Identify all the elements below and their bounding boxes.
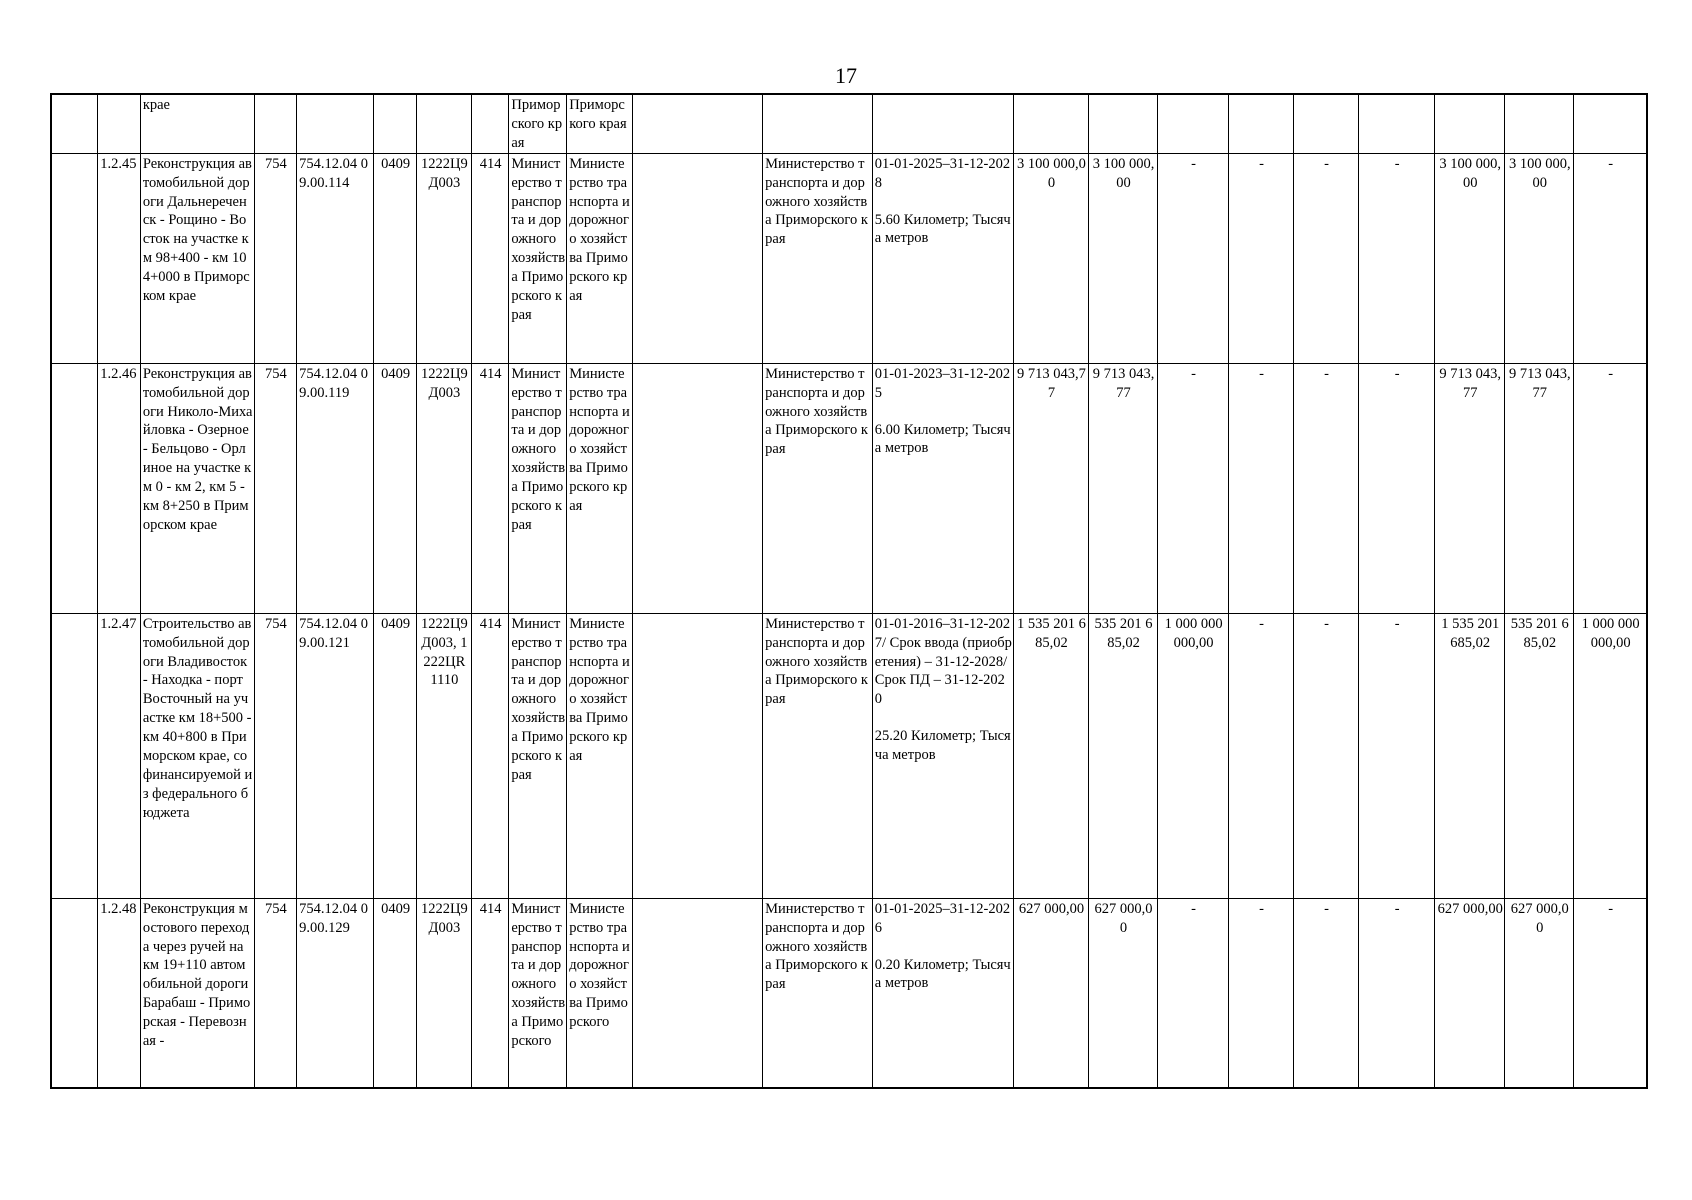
capacity: 0.20 Километр; Тысяча метров	[874, 956, 1011, 992]
ministry: Министерство транспорта и дорожного хозяйства Приморского края	[763, 613, 873, 898]
target-code: 1222Ц9 Д003	[416, 153, 471, 363]
year-4: -	[1294, 363, 1359, 613]
table-row	[51, 898, 1647, 1088]
total-4: -	[1574, 363, 1647, 613]
year-2: -	[1158, 153, 1229, 363]
target-code: 1222Ц9 Д003	[416, 898, 471, 1088]
year-3: -	[1229, 898, 1294, 1088]
section-code: 0409	[374, 363, 417, 613]
year-3: -	[1229, 153, 1294, 363]
total-cost: 3 100 000,00	[1013, 153, 1088, 363]
total-3: 535 201 685,02	[1505, 613, 1574, 898]
total-2: 9 713 043,77	[1435, 363, 1505, 613]
period-and-capacity	[872, 153, 1013, 363]
year-2: 1 000 000 000,00	[1158, 613, 1229, 898]
cell-blank	[51, 94, 98, 153]
cell-num	[98, 94, 141, 153]
object-name: Реконструкция мостового перехода через ручей на км 19+110 автомобильной дороги Барабаш - Приморская - Перевозная -	[140, 898, 254, 1088]
year-5: -	[1359, 153, 1435, 363]
target-code: 1222Ц9 Д003	[416, 363, 471, 613]
grbs-code: 754	[254, 363, 297, 613]
page-number: 17	[835, 63, 857, 88]
cell-executor: Приморского края	[567, 94, 633, 153]
total-4: -	[1574, 898, 1647, 1088]
object-name: Реконструкция автомобильной дороги Николо-Михайловка - Озерное - Бельцово - Орлиное на участке км 0 - км 2, км 5 - км 8+250 в Приморском крае	[140, 363, 254, 613]
capacity: 6.00 Километр; Тысяча метров	[874, 421, 1011, 457]
section-code: 0409	[374, 153, 417, 363]
customer: Министерство транспорта и дорожного хозяйства Приморского края	[509, 153, 567, 363]
total-2: 627 000,00	[1435, 898, 1505, 1088]
kvr-code: 414	[471, 153, 509, 363]
ministry: Министерство транспорта и дорожного хозяйства Приморского края	[763, 153, 873, 363]
customer: Министерство транспорта и дорожного хозяйства Приморского края	[509, 613, 567, 898]
period: 01-01-2025–31-12-2028	[874, 155, 1011, 191]
year-5: -	[1359, 898, 1435, 1088]
cell-customer: Приморского края	[509, 94, 567, 153]
kvr-code: 414	[471, 898, 509, 1088]
row-number: 1.2.46	[98, 363, 141, 613]
year-5: -	[1359, 613, 1435, 898]
total-2: 1 535 201 685,02	[1435, 613, 1505, 898]
object-name: Строительство автомобильной дороги Владивосток - Находка - порт Восточный на участке км 18+500 - км 40+800 в Приморском крае, софинансируемой из федерального бюджета	[140, 613, 254, 898]
total-cost: 9 713 043,77	[1013, 363, 1088, 613]
row-number: 1.2.45	[98, 153, 141, 363]
year-4: -	[1294, 898, 1359, 1088]
year-3: -	[1229, 613, 1294, 898]
year-2: -	[1158, 898, 1229, 1088]
program-table	[50, 93, 1648, 1089]
period: 01-01-2025–31-12-2026	[874, 900, 1011, 936]
target-code: 1222Ц9 Д003, 1222ЦR 1110	[416, 613, 471, 898]
year-1: 627 000,00	[1089, 898, 1158, 1088]
customer: Министерство транспорта и дорожного хозяйства Приморского края	[509, 363, 567, 613]
object-code: 754.12.04 09.00.119	[297, 363, 374, 613]
grbs-code: 754	[254, 898, 297, 1088]
year-1: 535 201 685,02	[1089, 613, 1158, 898]
period: 01-01-2023–31-12-2025	[874, 365, 1011, 401]
year-4: -	[1294, 613, 1359, 898]
cell-empty	[633, 898, 763, 1088]
table-row-continuation	[51, 94, 1647, 153]
capacity: 5.60 Километр; Тысяча метров	[874, 211, 1011, 247]
period-and-capacity	[872, 613, 1013, 898]
table-row	[51, 363, 1647, 613]
table-row	[51, 613, 1647, 898]
total-2: 3 100 000,00	[1435, 153, 1505, 363]
row-number: 1.2.48	[98, 898, 141, 1088]
total-4: 1 000 000 000,00	[1574, 613, 1647, 898]
period: 01-01-2016–31-12-2027/ Срок ввода (приобретения) – 31-12-2028/ Срок ПД – 31-12-2020	[874, 615, 1012, 708]
executor: Министерство транспорта и дорожного хозяйства Приморского края	[567, 363, 633, 613]
total-cost: 627 000,00	[1013, 898, 1088, 1088]
grbs-code: 754	[254, 613, 297, 898]
total-3: 9 713 043,77	[1505, 363, 1574, 613]
cell-empty	[633, 153, 763, 363]
total-3: 3 100 000,00	[1505, 153, 1574, 363]
cell-empty	[633, 613, 763, 898]
year-4: -	[1294, 153, 1359, 363]
kvr-code: 414	[471, 363, 509, 613]
row-number: 1.2.47	[98, 613, 141, 898]
total-3: 627 000,00	[1505, 898, 1574, 1088]
object-code: 754.12.04 09.00.114	[297, 153, 374, 363]
executor: Министерство транспорта и дорожного хозяйства Приморского	[567, 898, 633, 1088]
object-code: 754.12.04 09.00.129	[297, 898, 374, 1088]
grbs-code: 754	[254, 153, 297, 363]
year-3: -	[1229, 363, 1294, 613]
executor: Министерство транспорта и дорожного хозяйства Приморского края	[567, 153, 633, 363]
capacity: 25.20 Километр; Тысяча метров	[874, 728, 1011, 764]
cell-name: крае	[140, 94, 254, 153]
period-and-capacity	[872, 363, 1013, 613]
section-code: 0409	[374, 898, 417, 1088]
year-1: 3 100 000,00	[1089, 153, 1158, 363]
year-5: -	[1359, 363, 1435, 613]
table-row	[51, 153, 1647, 363]
kvr-code: 414	[471, 613, 509, 898]
year-2: -	[1158, 363, 1229, 613]
period-and-capacity	[872, 898, 1013, 1088]
cell-empty	[633, 363, 763, 613]
ministry: Министерство транспорта и дорожного хозяйства Приморского края	[763, 363, 873, 613]
total-cost: 1 535 201 685,02	[1013, 613, 1088, 898]
section-code: 0409	[374, 613, 417, 898]
total-4: -	[1574, 153, 1647, 363]
ministry: Министерство транспорта и дорожного хозяйства Приморского края	[763, 898, 873, 1088]
executor: Министерство транспорта и дорожного хозяйства Приморского края	[567, 613, 633, 898]
object-code: 754.12.04 09.00.121	[297, 613, 374, 898]
customer: Министерство транспорта и дорожного хозяйства Приморского	[509, 898, 567, 1088]
year-1: 9 713 043,77	[1089, 363, 1158, 613]
object-name: Реконструкция автомобильной дороги Дальнереченск - Рощино - Восток на участке км 98+400 - км 104+000 в Приморском крае	[140, 153, 254, 363]
